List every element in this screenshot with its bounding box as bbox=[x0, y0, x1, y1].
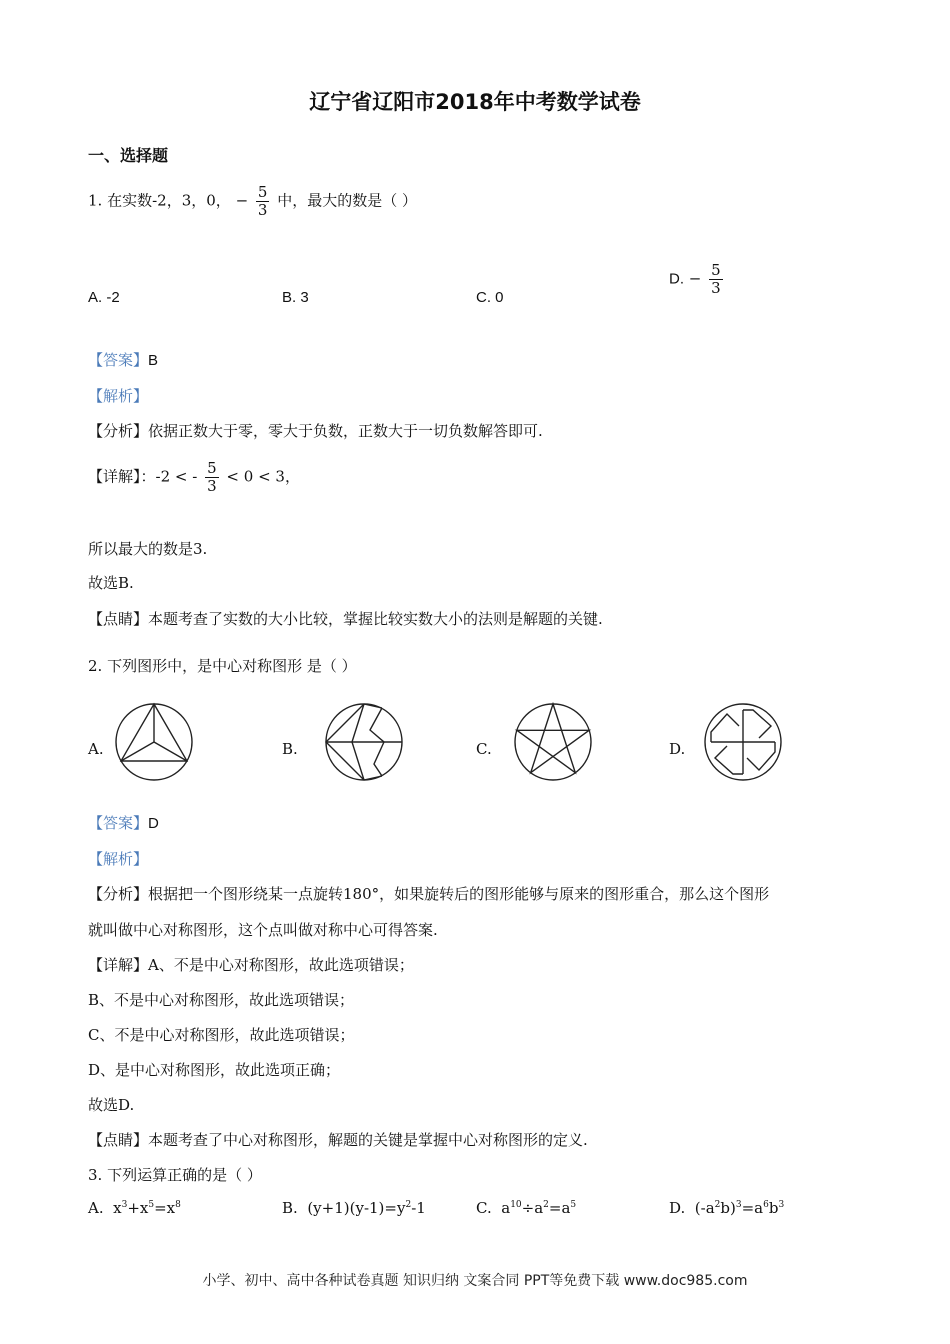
circle-arrow-figure bbox=[324, 702, 404, 782]
q2-select: 故选D. bbox=[88, 1096, 135, 1114]
q2-option-b-label: B. bbox=[282, 740, 298, 758]
analysis-text: 根据把一个图形绕某一点旋转180°，如果旋转后的图形能够与原来的图形重合，那么这个图形 bbox=[148, 885, 770, 903]
q1-option-d-sign: − bbox=[688, 269, 702, 288]
q1-option-c: C. 0 bbox=[476, 289, 504, 306]
q1-jiexi-tag: 【解析】 bbox=[88, 387, 149, 405]
page-footer: 小学、初中、高中各种试卷真题 知识归纳 文案合同 PPT等免费下载 www.doc985.com bbox=[202, 1273, 748, 1289]
q2-detail-b: B、不是中心对称图形，故此选项错误； bbox=[88, 991, 355, 1009]
q1-line1: 所以最大的数是3. bbox=[88, 540, 208, 558]
comment-text: 本题考查了实数的大小比较，掌握比较实数大小的法则是解题的关键. bbox=[148, 610, 603, 628]
frac-denominator: 3 bbox=[711, 279, 721, 297]
answer-value: B bbox=[148, 352, 159, 369]
option-label: D. bbox=[669, 1199, 686, 1217]
q1-detail bbox=[88, 460, 300, 495]
q1-stem-frac-sign: − bbox=[235, 191, 249, 210]
q1-answer bbox=[88, 349, 158, 370]
q1-stem-fraction bbox=[256, 184, 270, 219]
frac-denominator: 3 bbox=[207, 477, 217, 495]
q1-option-d-label: D. bbox=[669, 270, 684, 288]
q2-option-a-label: A. bbox=[88, 740, 104, 758]
q2-detail-c: C、不是中心对称图形，故此选项错误； bbox=[88, 1026, 355, 1044]
detail-post: < 0 < 3， bbox=[226, 467, 300, 486]
q2-jiexi-tag: 【解析】 bbox=[88, 850, 149, 868]
detail-text: A、不是中心对称图形，故此选项错误； bbox=[148, 956, 414, 974]
frac-numerator: 5 bbox=[207, 459, 217, 477]
comment-tag: 【点睛】 bbox=[88, 610, 149, 628]
q3-stem: 3. 下列运算正确的是（ ） bbox=[88, 1166, 262, 1184]
q1-line2: 故选B. bbox=[88, 574, 134, 592]
q2-option-d-label: D. bbox=[669, 740, 686, 758]
q1-stem bbox=[88, 184, 417, 219]
q1-analysis bbox=[88, 420, 543, 441]
q2-analysis-line2: 就叫做中心对称图形，这个点叫做对称中心可得答案. bbox=[88, 921, 438, 939]
frac-numerator: 5 bbox=[711, 261, 721, 279]
analysis-tag: 【分析】 bbox=[88, 422, 149, 440]
q1-stem-text: 1. 在实数-2，3，0， bbox=[88, 191, 231, 210]
analysis-tag: 【分析】 bbox=[88, 885, 149, 903]
q1-stem-tail: 中，最大的数是（ ） bbox=[277, 191, 418, 210]
option-label: C. bbox=[476, 1199, 492, 1217]
q1-detail-fraction bbox=[205, 460, 219, 495]
q2-detail-d: D、是中心对称图形，故此选项正确； bbox=[88, 1061, 341, 1079]
q3-option-b: B. $(y+1)(y-1)=y^2-1$ bbox=[282, 1199, 426, 1217]
q2-comment bbox=[88, 1129, 588, 1150]
circle-triangle-figure bbox=[114, 702, 194, 782]
q1-option-b: B. 3 bbox=[282, 289, 309, 306]
q3-option-c: C. $a^{10}\div a^2=a^5$ bbox=[476, 1199, 577, 1217]
answer-value: D bbox=[148, 815, 159, 832]
circle-star-figure bbox=[513, 702, 593, 782]
q1-option-d bbox=[669, 262, 726, 297]
answer-tag: 【答案】 bbox=[88, 351, 149, 369]
q1-option-d-fraction bbox=[709, 262, 723, 297]
q3-option-a: A. $x^3+x^5=x^8$ bbox=[88, 1199, 181, 1217]
q2-answer bbox=[88, 812, 159, 833]
detail-pre: ：-2 < - bbox=[140, 467, 198, 486]
detail-tag: 【详解】 bbox=[88, 467, 141, 486]
detail-tag: 【详解】 bbox=[88, 956, 149, 974]
q2-detail bbox=[88, 954, 414, 975]
comment-text: 本题考查了中心对称图形，解题的关键是掌握中心对称图形的定义. bbox=[148, 1131, 588, 1149]
q2-analysis-line1 bbox=[88, 883, 769, 904]
circle-pinwheel-figure bbox=[703, 702, 783, 782]
frac-denominator: 3 bbox=[257, 201, 268, 219]
q2-stem: 2. 下列图形中，是中心对称图形 是（ ） bbox=[88, 657, 357, 675]
comment-tag: 【点睛】 bbox=[88, 1131, 149, 1149]
option-label: B. bbox=[282, 1199, 298, 1217]
q1-comment bbox=[88, 608, 603, 629]
answer-tag: 【答案】 bbox=[88, 814, 149, 832]
option-label: A. bbox=[88, 1199, 104, 1217]
section-heading: 一、选择题 bbox=[88, 146, 169, 165]
frac-numerator: 5 bbox=[257, 183, 268, 201]
analysis-text: 依据正数大于零，零大于负数，正数大于一切负数解答即可. bbox=[148, 422, 543, 440]
q3-option-d: D. $(-a^2b)^3=a^6b^3$ bbox=[669, 1199, 785, 1217]
q1-option-a: A. -2 bbox=[88, 289, 120, 306]
page-title: 辽宁省辽阳市2018年中考数学试卷 bbox=[309, 90, 641, 114]
q2-option-c-label: C. bbox=[476, 740, 492, 758]
